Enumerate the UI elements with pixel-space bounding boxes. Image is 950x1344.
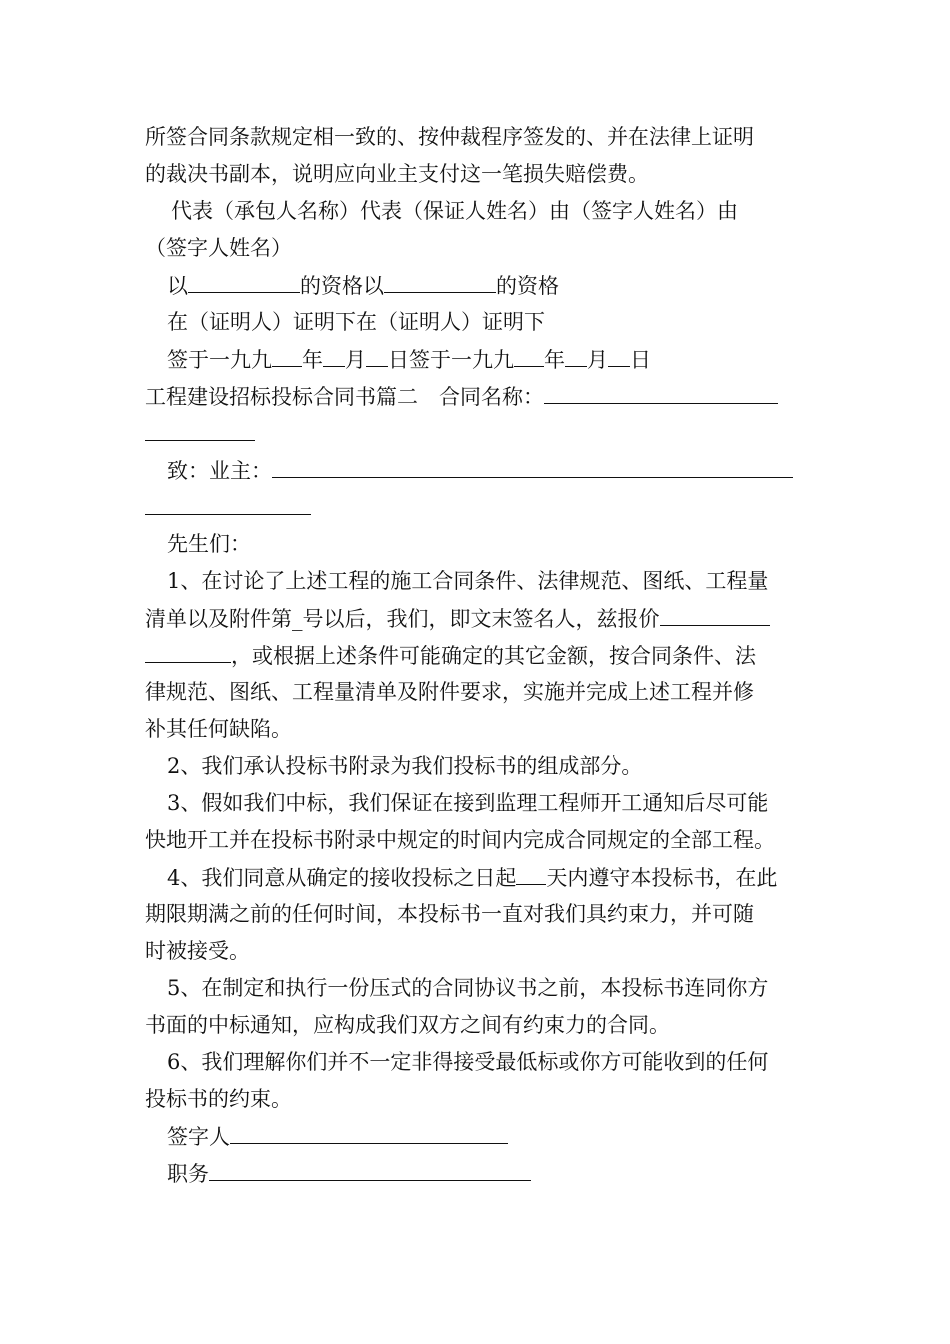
text: 年 — [302, 348, 323, 372]
text: 代表（承包人名称）代表（保证人姓名）由（签字人姓名）由 — [171, 199, 738, 223]
contract-name-continuation — [145, 415, 807, 452]
text: 工程建设招标投标合同书篇二 合同名称： — [145, 385, 544, 409]
contract-name-field[interactable] — [544, 378, 778, 404]
blank-year[interactable] — [272, 341, 302, 367]
quote-continuation — [145, 637, 807, 674]
text: 律规范、图纸、工程量清单及附件要求，实施并完成上述工程并修 — [145, 680, 754, 704]
paragraph-line — [145, 785, 807, 822]
blank-month[interactable] — [565, 341, 587, 367]
text: 月 — [587, 348, 608, 372]
text: 快地开工并在投标书附录中规定的时间内完成合同规定的全部工程。 — [145, 828, 775, 852]
text: 期限期满之前的任何时间，本投标书一直对我们具约束力，并可随 — [145, 902, 754, 926]
position-field[interactable] — [209, 1155, 531, 1181]
text: 清单以及附件第_号以后，我们，即文末签名人，兹报价 — [145, 607, 660, 631]
text: 6、我们理解你们并不一定非得接受最低标或你方可能收到的任何 — [167, 1050, 769, 1074]
text: 2、我们承认投标书附录为我们投标书的组成部分。 — [167, 754, 643, 778]
owner-line — [145, 452, 807, 489]
blank-day[interactable] — [608, 341, 630, 367]
date-line — [145, 341, 807, 378]
text: 1、在讨论了上述工程的施工合同条件、法律规范、图纸、工程量 — [167, 569, 769, 593]
text: 日签于一九九 — [388, 348, 514, 372]
text: 的资格 — [496, 274, 559, 298]
contract-name-line — [145, 378, 807, 415]
paragraph-line — [145, 563, 807, 600]
paragraph-line — [145, 896, 807, 933]
blank-month[interactable] — [323, 341, 345, 367]
text: 投标书的约束。 — [145, 1087, 292, 1111]
paragraph-line — [145, 119, 807, 156]
paragraph-line — [145, 711, 807, 748]
blank-field[interactable] — [188, 267, 300, 293]
quote-price-field-cont[interactable] — [145, 637, 231, 663]
blank-field[interactable] — [384, 267, 496, 293]
position-line — [145, 1155, 807, 1192]
text: 书面的中标通知，应构成我们双方之间有约束力的合同。 — [145, 1013, 670, 1037]
text: ，或根据上述条件可能确定的其它金额，按合同条件、法 — [231, 644, 756, 668]
paragraph-line — [145, 748, 807, 785]
signatory-field[interactable] — [230, 1118, 508, 1144]
document-body — [145, 119, 807, 1192]
text: 补其任何缺陷。 — [145, 717, 292, 741]
blank-year[interactable] — [514, 341, 544, 367]
text: 职务 — [167, 1162, 209, 1186]
text: 3、假如我们中标，我们保证在接到监理工程师开工通知后尽可能 — [167, 791, 769, 815]
owner-field-cont[interactable] — [145, 489, 311, 515]
text: 先生们： — [167, 532, 251, 556]
paragraph-line — [145, 1081, 807, 1118]
text: 所签合同条款规定相一致的、按仲裁程序签发的、并在法律上证明 — [145, 125, 754, 149]
blank-day[interactable] — [366, 341, 388, 367]
text: 的裁决书副本，说明应向业主支付这一笔损失赔偿费。 — [145, 162, 649, 186]
paragraph-line — [145, 822, 807, 859]
owner-continuation — [145, 489, 807, 526]
text: 月 — [345, 348, 366, 372]
paragraph-line — [145, 1007, 807, 1044]
text: 日 — [630, 348, 651, 372]
quote-line — [145, 600, 807, 637]
paragraph-line — [145, 970, 807, 1007]
paragraph-line — [145, 933, 807, 970]
signatory-line — [145, 1118, 807, 1155]
text: 5、在制定和执行一份压式的合同协议书之前，本投标书连同你方 — [167, 976, 769, 1000]
text: 年 — [544, 348, 565, 372]
text: （签字人姓名） — [145, 236, 292, 260]
text: 4、我们同意从确定的接收投标之日起 — [167, 866, 517, 890]
days-field[interactable] — [516, 859, 546, 885]
contract-name-field-cont[interactable] — [145, 415, 255, 441]
text: 的资格以 — [300, 274, 384, 298]
paragraph-line — [145, 193, 807, 230]
text: 致：业主： — [167, 459, 272, 483]
paragraph-line — [145, 1044, 807, 1081]
paragraph-line — [145, 230, 807, 267]
text: 签于一九九 — [167, 348, 272, 372]
text: 时被接受。 — [145, 939, 250, 963]
qualification-line — [145, 267, 807, 304]
validity-line — [145, 859, 807, 896]
paragraph-line — [145, 156, 807, 193]
paragraph-line — [145, 674, 807, 711]
text: 天内遵守本投标书，在此 — [546, 866, 778, 890]
text: 以 — [167, 274, 188, 298]
paragraph-line — [145, 304, 807, 341]
text: 签字人 — [167, 1125, 230, 1149]
owner-field[interactable] — [272, 452, 793, 478]
quote-price-field[interactable] — [660, 600, 770, 626]
salutation — [145, 526, 807, 563]
text: 在（证明人）证明下在（证明人）证明下 — [167, 310, 545, 334]
